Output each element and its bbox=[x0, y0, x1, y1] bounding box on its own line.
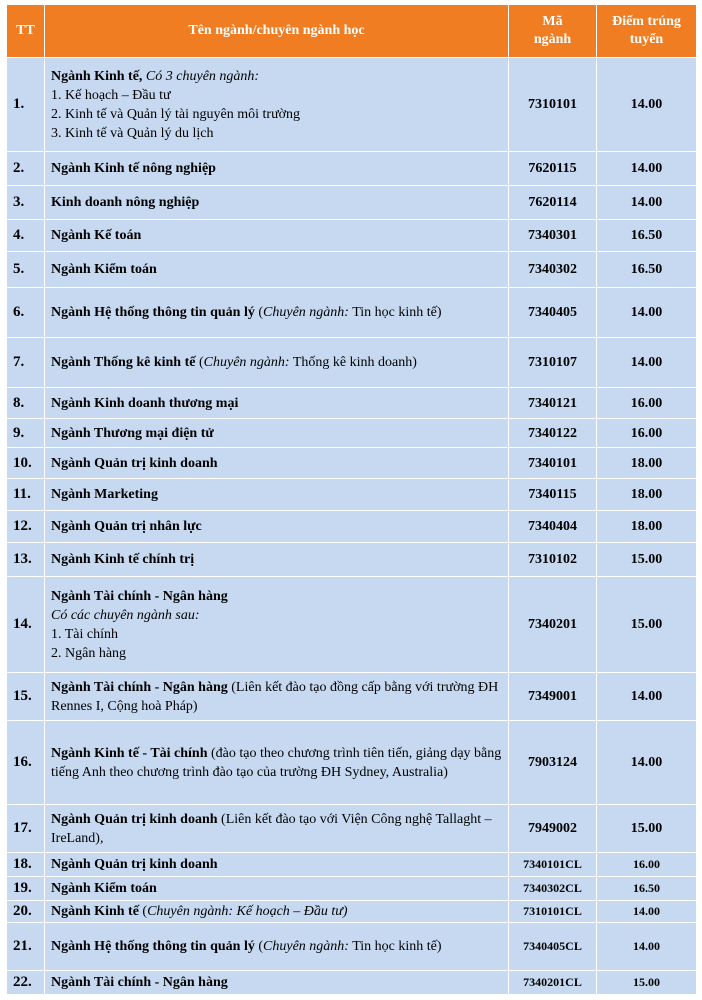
row-text: Tin học kinh tế) bbox=[348, 305, 442, 320]
row-number: 1. bbox=[7, 58, 45, 152]
row-name bbox=[45, 577, 509, 673]
row-code: 7349001 bbox=[509, 673, 597, 721]
row-score: 16.50 bbox=[597, 220, 697, 252]
header-code-line1: Mã bbox=[542, 14, 563, 29]
row-text: ( bbox=[254, 939, 264, 954]
row-title: Ngành Quản trị kinh doanh bbox=[51, 455, 218, 471]
row-number: 7. bbox=[7, 338, 45, 388]
row-italic: Có các chuyên ngành sau: bbox=[51, 607, 200, 623]
table-row bbox=[7, 388, 697, 419]
table-row bbox=[7, 338, 697, 388]
row-title: Ngành Kinh tế bbox=[51, 904, 139, 919]
row-number: 18. bbox=[7, 853, 45, 877]
row-score: 15.00 bbox=[597, 971, 697, 995]
row-text: ( bbox=[138, 904, 148, 919]
row-number: 3. bbox=[7, 186, 45, 220]
row-code: 7340101CL bbox=[509, 853, 597, 877]
table-row bbox=[7, 288, 697, 338]
row-title: Ngành Marketing bbox=[51, 487, 158, 502]
admission-table bbox=[6, 4, 697, 995]
row-title: Ngành Kế toán bbox=[51, 228, 142, 243]
row-score: 14.00 bbox=[597, 58, 697, 152]
row-score: 15.00 bbox=[597, 805, 697, 853]
row-title: Ngành Kiểm toán bbox=[51, 262, 157, 277]
row-code: 7340201 bbox=[509, 577, 597, 673]
row-text: (Liên kết đào tạo với Viện Công nghệ Tallaght – IreLand), bbox=[51, 811, 492, 846]
row-title: Ngành Tài chính - Ngân hàng bbox=[51, 588, 228, 604]
row-code: 7949002 bbox=[509, 805, 597, 853]
row-line: 1. Kế hoạch – Đầu tư bbox=[51, 87, 171, 103]
row-name bbox=[45, 186, 509, 220]
row-text: Thống kê kinh doanh) bbox=[289, 355, 417, 370]
row-name bbox=[45, 388, 509, 419]
row-line: 3. Kinh tế và Quản lý du lịch bbox=[51, 125, 214, 141]
table-row bbox=[7, 479, 697, 511]
row-name bbox=[45, 877, 509, 901]
table-row bbox=[7, 901, 697, 923]
header-score bbox=[597, 5, 697, 58]
row-score: 14.00 bbox=[597, 152, 697, 186]
table-row bbox=[7, 220, 697, 252]
row-number: 8. bbox=[7, 388, 45, 419]
row-number: 17. bbox=[7, 805, 45, 853]
row-line: 2. Kinh tế và Quản lý tài nguyên môi trường bbox=[51, 106, 301, 122]
row-code: 7340101 bbox=[509, 448, 597, 479]
row-name bbox=[45, 220, 509, 252]
table-row bbox=[7, 923, 697, 971]
row-score: 15.00 bbox=[597, 543, 697, 577]
row-score: 14.00 bbox=[597, 338, 697, 388]
row-title: Ngành Kinh tế, bbox=[51, 68, 143, 84]
table-row bbox=[7, 877, 697, 901]
row-score: 14.00 bbox=[597, 288, 697, 338]
row-score: 16.00 bbox=[597, 853, 697, 877]
row-code: 7620115 bbox=[509, 152, 597, 186]
row-score: 18.00 bbox=[597, 511, 697, 543]
row-line: 2. Ngân hàng bbox=[51, 645, 127, 661]
row-title: Kinh doanh nông nghiệp bbox=[51, 195, 200, 210]
row-code: 7340201CL bbox=[509, 971, 597, 995]
row-score: 14.00 bbox=[597, 721, 697, 805]
row-score: 15.00 bbox=[597, 577, 697, 673]
table-row bbox=[7, 448, 697, 479]
row-name bbox=[45, 448, 509, 479]
row-score: 16.50 bbox=[597, 252, 697, 288]
row-code: 7340115 bbox=[509, 479, 597, 511]
row-score: 14.00 bbox=[597, 673, 697, 721]
row-name bbox=[45, 543, 509, 577]
row-code: 7340301 bbox=[509, 220, 597, 252]
row-text: Tin học kinh tế) bbox=[348, 939, 442, 954]
row-score: 16.00 bbox=[597, 419, 697, 448]
row-title: Ngành Quản trị nhân lực bbox=[51, 519, 202, 534]
row-name bbox=[45, 923, 509, 971]
row-title: Ngành Hệ thống thông tin quản lý bbox=[51, 305, 255, 320]
row-number: 9. bbox=[7, 419, 45, 448]
row-name bbox=[45, 338, 509, 388]
header-score-line2: tuyển bbox=[629, 32, 664, 47]
row-title: Ngành Thương mại điện tử bbox=[51, 425, 214, 441]
row-name bbox=[45, 805, 509, 853]
table-row bbox=[7, 721, 697, 805]
row-title: Ngành Kinh tế nông nghiệp bbox=[51, 161, 216, 176]
row-number: 12. bbox=[7, 511, 45, 543]
header-name: Tên ngành/chuyên ngành học bbox=[45, 5, 509, 58]
row-number: 19. bbox=[7, 877, 45, 901]
header-row bbox=[7, 5, 697, 58]
row-score: 18.00 bbox=[597, 448, 697, 479]
table-row bbox=[7, 971, 697, 995]
row-number: 4. bbox=[7, 220, 45, 252]
row-number: 22. bbox=[7, 971, 45, 995]
row-italic: Có 3 chuyên ngành: bbox=[142, 68, 260, 84]
row-score: 18.00 bbox=[597, 479, 697, 511]
row-title: Ngành Kinh tế chính trị bbox=[51, 552, 195, 567]
row-name bbox=[45, 252, 509, 288]
row-code: 7340302CL bbox=[509, 877, 597, 901]
table-row bbox=[7, 511, 697, 543]
row-text: (Liên kết đào tạo đồng cấp bằng với trường ĐH Rennes I, Cộng hoà Pháp) bbox=[51, 679, 499, 714]
row-code: 7340405CL bbox=[509, 923, 597, 971]
row-title: Ngành Hệ thống thông tin quản lý bbox=[51, 939, 255, 954]
table-row bbox=[7, 419, 697, 448]
row-italic: Chuyên ngành: Kế hoạch – Đầu tư) bbox=[147, 904, 348, 919]
row-code: 7340122 bbox=[509, 419, 597, 448]
row-code: 7340121 bbox=[509, 388, 597, 419]
row-name bbox=[45, 971, 509, 995]
row-name bbox=[45, 721, 509, 805]
row-italic: Chuyên ngành: bbox=[263, 305, 349, 320]
row-name bbox=[45, 901, 509, 923]
row-name bbox=[45, 152, 509, 186]
row-title: Ngành Kiểm toán bbox=[51, 881, 157, 896]
row-number: 11. bbox=[7, 479, 45, 511]
row-code: 7310102 bbox=[509, 543, 597, 577]
table-row bbox=[7, 543, 697, 577]
header-code bbox=[509, 5, 597, 58]
row-number: 16. bbox=[7, 721, 45, 805]
header-code-line2: ngành bbox=[533, 32, 572, 47]
table-row bbox=[7, 58, 697, 152]
row-name bbox=[45, 853, 509, 877]
row-number: 6. bbox=[7, 288, 45, 338]
header-score-line1: Điểm trúng bbox=[612, 14, 681, 29]
row-name bbox=[45, 58, 509, 152]
table-row bbox=[7, 186, 697, 220]
row-name bbox=[45, 288, 509, 338]
row-title: Ngành Thống kê kinh tế bbox=[51, 355, 196, 370]
row-name bbox=[45, 419, 509, 448]
row-code: 7310101 bbox=[509, 58, 597, 152]
row-text: ( bbox=[254, 305, 264, 320]
row-number: 21. bbox=[7, 923, 45, 971]
row-number: 15. bbox=[7, 673, 45, 721]
row-italic: Chuyên ngành: bbox=[263, 939, 349, 954]
table-row bbox=[7, 252, 697, 288]
row-number: 13. bbox=[7, 543, 45, 577]
table-row bbox=[7, 853, 697, 877]
row-name bbox=[45, 511, 509, 543]
header-tt: TT bbox=[7, 5, 45, 58]
row-number: 14. bbox=[7, 577, 45, 673]
row-text: (đào tạo theo chương trình tiên tiến, giảng dạy bằng tiếng Anh theo chương trình đào tạo của trường ĐH Sydney, Australia) bbox=[51, 745, 502, 780]
row-score: 14.00 bbox=[597, 186, 697, 220]
table-row bbox=[7, 577, 697, 673]
row-score: 16.50 bbox=[597, 877, 697, 901]
row-name bbox=[45, 479, 509, 511]
row-number: 5. bbox=[7, 252, 45, 288]
row-code: 7310101CL bbox=[509, 901, 597, 923]
row-code: 7310107 bbox=[509, 338, 597, 388]
row-title: Ngành Quản trị kinh doanh bbox=[51, 857, 218, 872]
row-code: 7903124 bbox=[509, 721, 597, 805]
row-title: Ngành Tài chính - Ngân hàng bbox=[51, 975, 228, 990]
row-code: 7340302 bbox=[509, 252, 597, 288]
row-score: 16.00 bbox=[597, 388, 697, 419]
row-code: 7620114 bbox=[509, 186, 597, 220]
row-code: 7340405 bbox=[509, 288, 597, 338]
row-title: Ngành Kinh tế - Tài chính bbox=[51, 745, 208, 761]
row-number: 20. bbox=[7, 901, 45, 923]
row-title: Ngành Kinh doanh thương mại bbox=[51, 395, 239, 411]
row-text: ( bbox=[195, 355, 204, 370]
table-row bbox=[7, 673, 697, 721]
table-row bbox=[7, 152, 697, 186]
row-score: 14.00 bbox=[597, 901, 697, 923]
row-number: 2. bbox=[7, 152, 45, 186]
row-title: Ngành Tài chính - Ngân hàng bbox=[51, 679, 228, 695]
row-name bbox=[45, 673, 509, 721]
row-score: 14.00 bbox=[597, 923, 697, 971]
row-number: 10. bbox=[7, 448, 45, 479]
row-title: Ngành Quản trị kinh doanh bbox=[51, 811, 218, 827]
table-row bbox=[7, 805, 697, 853]
row-italic: Chuyên ngành: bbox=[203, 355, 290, 370]
row-code: 7340404 bbox=[509, 511, 597, 543]
row-line: 1. Tài chính bbox=[51, 626, 119, 642]
